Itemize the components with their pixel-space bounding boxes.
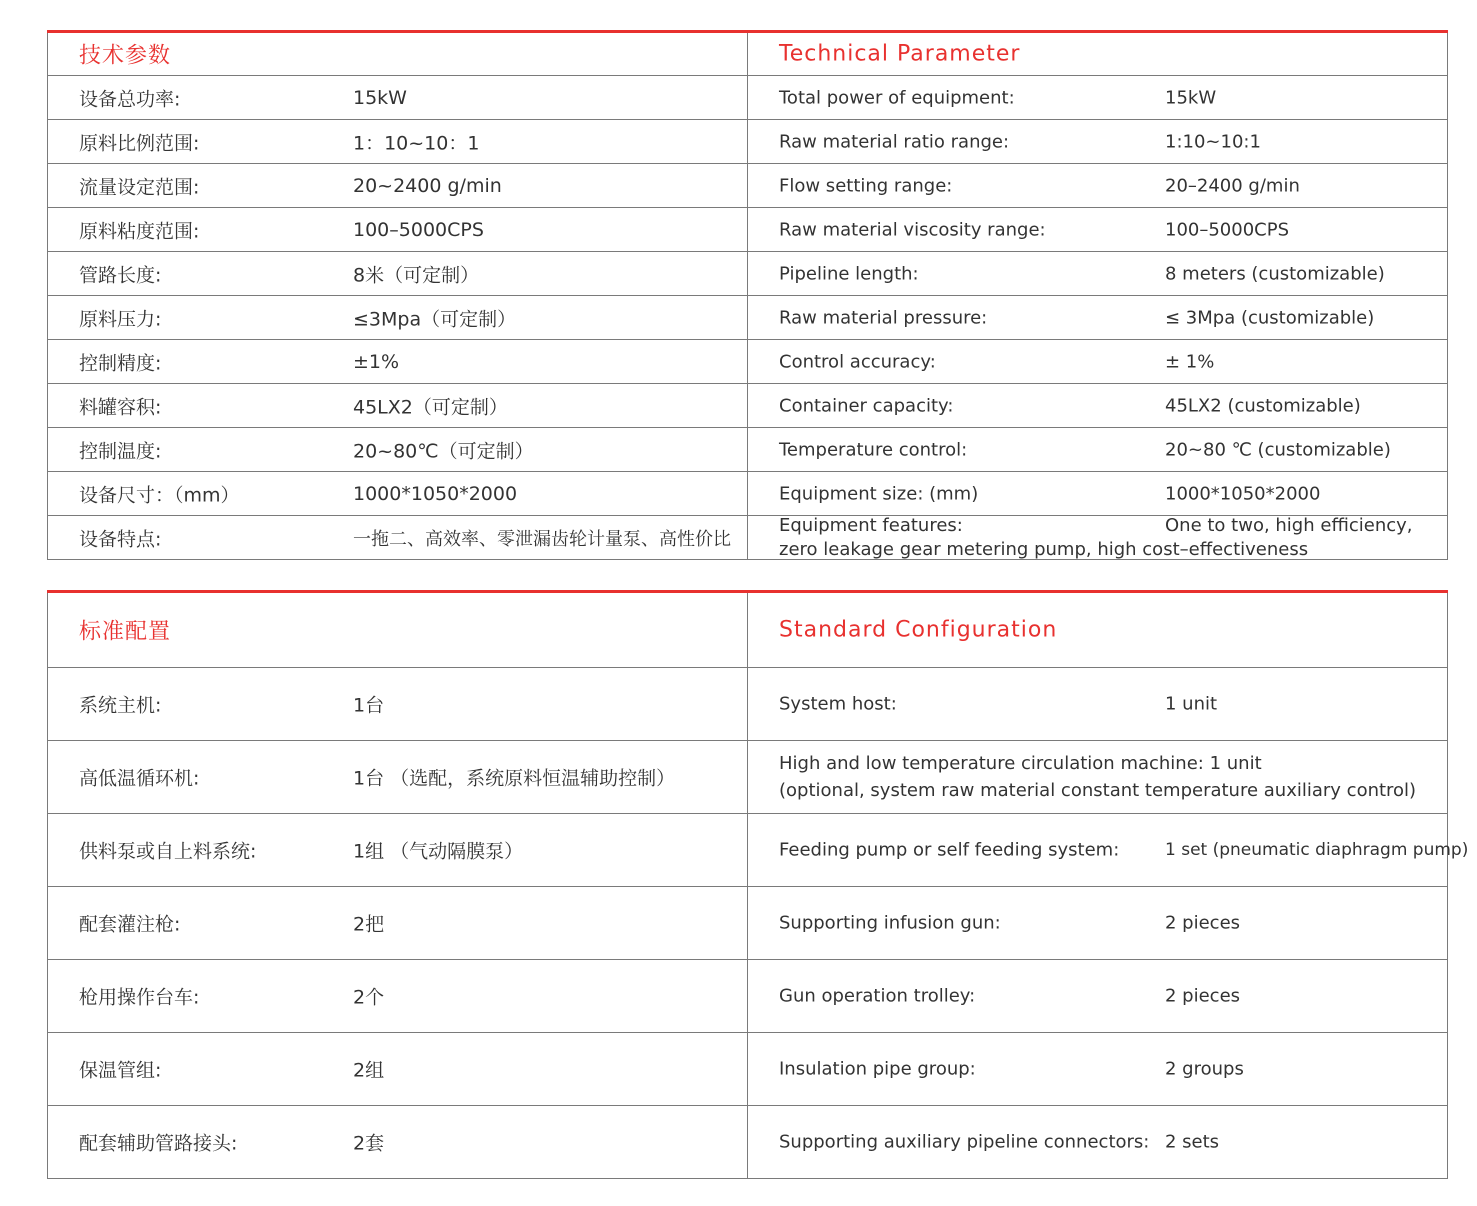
table-row xyxy=(48,472,1448,516)
param-value: ≤3Mpa（可定制） xyxy=(353,308,517,330)
param-label: Raw material pressure: xyxy=(779,307,988,328)
table-row xyxy=(48,252,1448,296)
param-label: 流量设定范围: xyxy=(79,176,200,198)
param-value: 1:10~10:1 xyxy=(1165,131,1261,152)
table-row xyxy=(48,814,1448,887)
param-value: 1：10~10：1 xyxy=(353,132,480,154)
param-label: Container capacity: xyxy=(779,395,954,416)
table-header-row xyxy=(48,32,1448,76)
param-value: 20~80 ℃ (customizable) xyxy=(1165,439,1391,460)
param-value: 20~2400 g/min xyxy=(353,174,502,197)
config-label: 系统主机: xyxy=(79,694,162,717)
config-value: 1 set (pneumatic diaphragm pump) xyxy=(1165,840,1469,860)
config-value: 2套 xyxy=(353,1132,385,1155)
param-label: Pipeline length: xyxy=(779,263,919,284)
param-value: ±1% xyxy=(353,350,400,373)
table-row-features xyxy=(48,516,1448,560)
param-label: 设备总功率: xyxy=(79,88,181,110)
param-label: 设备尺寸：（mm） xyxy=(79,484,240,506)
table-row xyxy=(48,296,1448,340)
table-row xyxy=(48,76,1448,120)
param-value: One to two, high efficiency, xyxy=(1165,514,1413,536)
config-label: 配套灌注枪: xyxy=(79,913,181,936)
section-title-cn: 技术参数 xyxy=(79,43,172,69)
table-row xyxy=(48,668,1448,741)
config-value: 1组 （气动隔膜泵） xyxy=(353,840,524,863)
section-title-en: Technical Parameter xyxy=(779,41,1021,67)
config-value: 2 groups xyxy=(1165,1058,1244,1080)
config-label: 供料泵或自上料系统: xyxy=(79,840,257,863)
standard-configuration-table xyxy=(47,590,1469,1179)
config-value: 1台 （选配，系统原料恒温辅助控制） xyxy=(353,767,676,790)
param-value: 15kW xyxy=(1165,87,1217,108)
param-label: Temperature control: xyxy=(779,439,968,460)
config-label: Supporting infusion gun: xyxy=(779,912,1001,934)
param-label: 控制温度: xyxy=(79,440,162,462)
param-value: 8米（可定制） xyxy=(353,264,480,286)
table-row xyxy=(48,887,1448,960)
param-value-continued: zero leakage gear metering pump, high cost–effectiveness xyxy=(779,538,1309,560)
table-row xyxy=(48,428,1448,472)
param-label: Flow setting range: xyxy=(779,175,953,196)
param-value: 45LX2（可定制） xyxy=(353,396,508,418)
table-row xyxy=(48,340,1448,384)
table-header-row xyxy=(48,592,1448,668)
config-label: Supporting auxiliary pipeline connectors: xyxy=(779,1131,1150,1153)
technical-parameter-table xyxy=(47,30,1448,560)
param-label: 料罐容积: xyxy=(79,396,162,418)
param-value: 一拖二、高效率、零泄漏齿轮计量泵、高性价比 xyxy=(353,528,731,550)
config-label: Insulation pipe group: xyxy=(779,1058,976,1080)
param-value: ± 1% xyxy=(1165,351,1215,372)
param-value: 45LX2 (customizable) xyxy=(1165,395,1361,416)
features-text xyxy=(779,514,1413,562)
param-value: 1000*1050*2000 xyxy=(353,482,518,505)
config-label: System host: xyxy=(779,693,897,715)
config-value: (optional, system raw material constant temperature auxiliary control) xyxy=(779,780,1417,801)
circulation-text xyxy=(779,750,1416,804)
param-value: 20~80℃（可定制） xyxy=(353,440,534,462)
config-value: 1台 xyxy=(353,694,385,717)
param-value: 8 meters (customizable) xyxy=(1165,263,1385,284)
config-value: 2 pieces xyxy=(1165,985,1241,1007)
param-label: Raw material ratio range: xyxy=(779,131,1010,152)
table-row xyxy=(48,384,1448,428)
config-value: 2 sets xyxy=(1165,1131,1220,1153)
param-label: Equipment size: (mm) xyxy=(779,483,979,504)
param-label: 原料粘度范围: xyxy=(79,220,200,242)
config-value: 2个 xyxy=(353,986,385,1009)
param-label: 管路长度: xyxy=(79,264,162,286)
table-row xyxy=(48,1033,1448,1106)
table-row xyxy=(48,120,1448,164)
param-value: 100–5000CPS xyxy=(353,218,484,241)
config-label: Feeding pump or self feeding system: xyxy=(779,839,1120,861)
param-label: Total power of equipment: xyxy=(779,87,1015,108)
config-value: 2 pieces xyxy=(1165,912,1241,934)
param-label: 原料压力: xyxy=(79,308,162,330)
config-label: 保温管组: xyxy=(79,1059,162,1082)
config-value: 1 unit xyxy=(1165,693,1218,715)
table-row xyxy=(48,164,1448,208)
section-title-cn: 标准配置 xyxy=(79,619,172,645)
param-label: Equipment features: xyxy=(779,514,963,536)
table-row-circulation xyxy=(48,741,1448,814)
config-label: 配套辅助管路接头: xyxy=(79,1132,238,1155)
param-value: 1000*1050*2000 xyxy=(1165,483,1321,504)
table-row xyxy=(48,960,1448,1033)
param-value: 15kW xyxy=(353,86,407,109)
config-label: High and low temperature circulation machine: 1 unit xyxy=(779,753,1262,774)
config-value: 2把 xyxy=(353,913,385,936)
config-label: Gun operation trolley: xyxy=(779,985,976,1007)
param-value: ≤ 3Mpa (customizable) xyxy=(1165,307,1375,328)
config-label: 高低温循环机: xyxy=(79,767,200,790)
param-value: 20–2400 g/min xyxy=(1165,175,1300,196)
table-row xyxy=(48,208,1448,252)
param-label: Raw material viscosity range: xyxy=(779,219,1046,240)
config-value: 2组 xyxy=(353,1059,385,1082)
param-label: 设备特点: xyxy=(79,528,162,550)
config-label: 枪用操作台车: xyxy=(79,986,200,1009)
section-title-en: Standard Configuration xyxy=(779,617,1058,643)
table-row xyxy=(48,1106,1448,1179)
param-label: Control accuracy: xyxy=(779,351,936,372)
param-label: 原料比例范围: xyxy=(79,132,200,154)
param-label: 控制精度: xyxy=(79,352,162,374)
param-value: 100–5000CPS xyxy=(1165,219,1290,240)
